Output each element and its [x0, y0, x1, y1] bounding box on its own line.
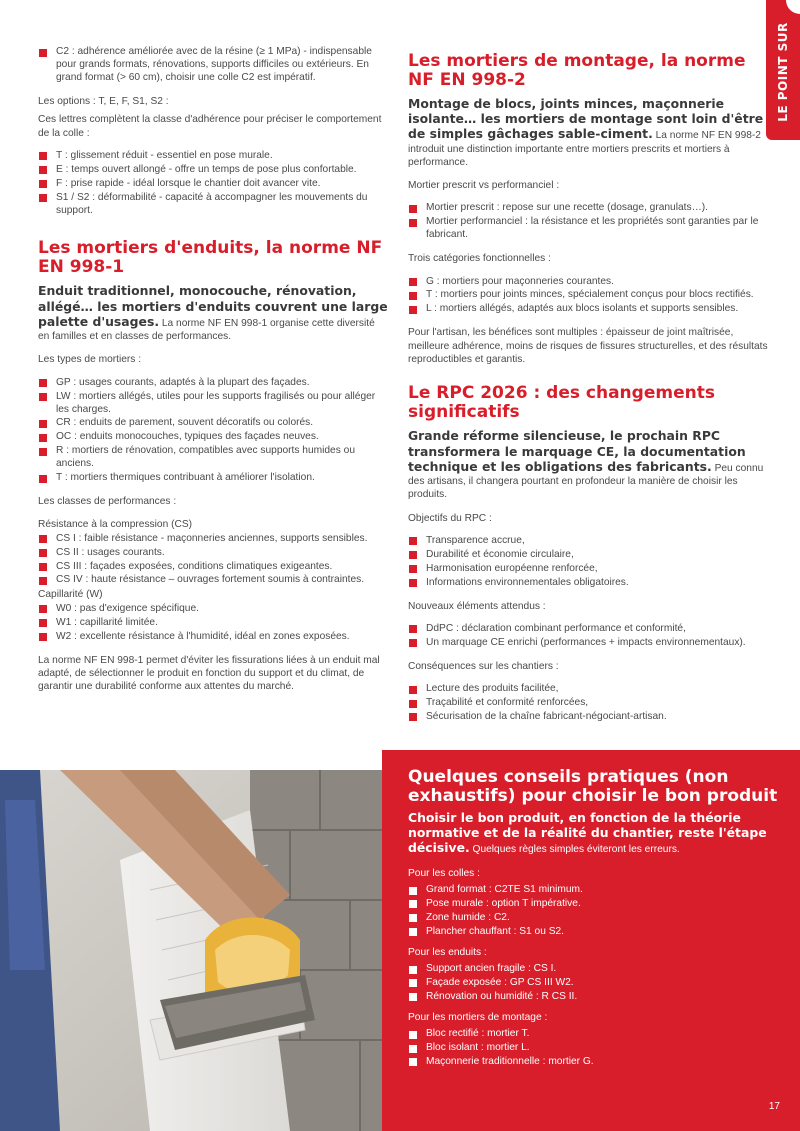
section-lead-rpc [408, 429, 768, 501]
adhesion-list [38, 46, 388, 85]
list-item: W0 : pas d'exigence spécifique. [38, 603, 388, 616]
list-item: DdPC : déclaration combinant performance et conformité, [408, 623, 768, 636]
w-title: Capillarité (W) [38, 589, 103, 601]
list-item: Un marquage CE enrichi (performances + impacts environnementaux). [408, 637, 768, 650]
options-title: Les options : T, E, F, S1, S2 : [38, 95, 169, 107]
objectives-list [408, 535, 768, 590]
consequences-list [408, 683, 768, 724]
list-item: CS II : usages courants. [38, 547, 388, 560]
list-item: Grand format : C2TE S1 minimum. [408, 884, 788, 897]
list-item: Mortier prescrit : repose sur une recette (dosage, granulats…). [408, 202, 768, 215]
enduits-list [408, 963, 788, 1004]
list-item: Pose murale : option T impérative. [408, 898, 788, 911]
montage-benefits: Pour l'artisan, les bénéfices sont multiples : épaisseur de joint maîtrisée, meilleure adhérence, moins de risques de fissures structurelles, et des résultats reproductibles et garantis. [408, 327, 768, 366]
list-item: Sécurisation de la chaîne fabricant-négociant-artisan. [408, 711, 768, 724]
list-item: OC : enduits monocouches, typiques des façades neuves. [38, 431, 388, 444]
left-column [38, 46, 388, 704]
list-item: R : mortiers de rénovation, compatibles avec supports humides ou anciens. [38, 445, 388, 471]
options-intro: Ces lettres complètent la classe d'adhérence pour préciser le comportement de la colle : [38, 114, 382, 139]
lead-rest: La norme NF EN 998-1 organise cette diversité en familles et en classes de performances. [38, 317, 375, 343]
tips-lead [408, 811, 788, 857]
right-column [408, 52, 768, 734]
list-item: LW : mortiers allégés, utiles pour les supports fragilisés ou pour alléger les charges. [38, 391, 388, 417]
tips-title: Quelques conseils pratiques (non exhaustifs) pour choisir le bon produit [408, 767, 778, 806]
types-title: Les types de mortiers : [38, 354, 142, 366]
objectives-title: Objectifs du RPC : [408, 512, 492, 524]
colles-list [408, 884, 788, 939]
section-lead-montage [408, 97, 768, 169]
section-title-montage: Les mortiers de montage, la norme NF EN 998-2 [408, 51, 746, 90]
list-item: CS I : faible résistance - maçonneries anciennes, supports sensibles. [38, 533, 388, 546]
list-item: F : prise rapide - idéal lorsque le chantier doit avancer vite. [38, 178, 388, 191]
list-item: Harmonisation européenne renforcée, [408, 563, 768, 576]
list-item: CS III : façades exposées, conditions climatiques exigeantes. [38, 561, 388, 574]
options-list [38, 150, 388, 218]
list-item: T : mortiers thermiques contribuant à améliorer l'isolation. [38, 472, 388, 485]
tips-content [408, 768, 788, 1076]
list-item-c2: C2 : adhérence améliorée avec de la résine (≥ 1 MPa) - indispensable pour grands formats, rénovations, supports difficiles ou extérieurs. En grand format (> 60 cm), choisir une colle C2 est impératif. [38, 46, 388, 85]
list-item: Lecture des produits facilitée, [408, 683, 768, 696]
montage-title: Pour les mortiers de montage : [408, 1011, 548, 1023]
montage-list [408, 1028, 788, 1069]
list-item: Zone humide : C2. [408, 912, 788, 925]
photo-mortar-application [0, 770, 400, 1131]
new-items-title: Nouveaux éléments attendus : [408, 600, 546, 612]
list-item: Durabilité et économie circulaire, [408, 549, 768, 562]
categories-title: Trois catégories fonctionnelles : [408, 253, 551, 265]
vs-list [408, 202, 768, 242]
list-item: E : temps ouvert allongé - offre un temps de pose plus confortable. [38, 164, 388, 177]
categories-list [408, 276, 768, 317]
lead-rest: Peu connu des artisans, il changera pourtant en profondeur la manière de choisir les produits. [408, 462, 764, 501]
colles-title: Pour les colles : [408, 867, 480, 879]
tips-box [382, 750, 800, 1131]
list-item: Mortier performanciel : la résistance et les propriétés sont garanties par le fabricant. [408, 216, 768, 242]
list-item: W2 : excellente résistance à l'humidité, idéal en zones exposées. [38, 631, 388, 644]
consequences-title: Conséquences sur les chantiers : [408, 660, 559, 672]
vs-title: Mortier prescrit vs performanciel : [408, 180, 560, 192]
list-item: CS IV : haute résistance – ouvrages fortement soumis à contraintes. [38, 574, 388, 587]
new-items-list [408, 623, 768, 650]
list-item: W1 : capillarité limitée. [38, 617, 388, 630]
list-item: Maçonnerie traditionnelle : mortier G. [408, 1056, 788, 1069]
classes-title: Les classes de performances : [38, 495, 177, 507]
side-tab-label: LE POINT SUR [776, 22, 790, 122]
lead-bold: Grande réforme silencieuse, le prochain RPC transformera le marquage CE, la documentation technique et les obligations des fabricants. [408, 428, 746, 474]
list-item: GP : usages courants, adaptés à la plupart des façades. [38, 377, 388, 390]
list-item: Bloc rectifié : mortier T. [408, 1028, 788, 1041]
list-item: T : mortiers pour joints minces, spécialement conçus pour blocs rectifiés. [408, 289, 768, 302]
enduits-conclusion: La norme NF EN 998-1 permet d'éviter les fissurations liées à un enduit mal adapté, de sélectionner le produit en fonction du support et du climat, de garantir une durabilité conforme aux attentes du marché. [38, 654, 380, 693]
lead-rest: Quelques règles simples éviteront les erreurs. [469, 844, 680, 856]
list-item: Plancher chauffant : S1 ou S2. [408, 926, 788, 939]
tab-cap [786, 0, 800, 14]
list-item: Rénovation ou humidité : R CS II. [408, 991, 788, 1004]
enduits-title: Pour les enduits : [408, 946, 487, 958]
list-item: Bloc isolant : mortier L. [408, 1042, 788, 1055]
list-item: G : mortiers pour maçonneries courantes. [408, 276, 768, 289]
types-list [38, 377, 388, 485]
list-item: Façade exposée : GP CS III W2. [408, 977, 788, 990]
list-item: S1 / S2 : déformabilité - capacité à accompagner les mouvements du support. [38, 192, 388, 218]
lead-rest: La norme NF EN 998-2 introduit une distinction importante entre mortiers prescrits et mortiers à performance. [408, 130, 761, 168]
list-item: Transparence accrue, [408, 535, 768, 548]
list-item: CR : enduits de parement, souvent décoratifs ou colorés. [38, 417, 388, 430]
list-item: Informations environnementales obligatoires. [408, 577, 768, 590]
section-title-enduits: Les mortiers d'enduits, la norme NF EN 998-1 [38, 238, 383, 277]
lead-bold: Enduit traditionnel, monocouche, rénovation, allégé… les mortiers d'enduits couvrent une large palette d'usages. [38, 283, 388, 329]
w-list [38, 603, 388, 644]
list-item: T : glissement réduit - essentiel en pose murale. [38, 150, 388, 163]
cs-list [38, 533, 388, 588]
section-title-rpc: Le RPC 2026 : des changements significatifs [408, 383, 715, 422]
lead-bold: Montage de blocs, joints minces, maçonnerie isolante… les mortiers de montage sont loin d'être de simples gâchages sable-ciment. [408, 96, 764, 142]
page-number: 17 [768, 1101, 780, 1112]
section-lead-enduits [38, 284, 388, 343]
side-tab [766, 0, 800, 140]
lead-bold: Choisir le bon produit, en fonction de la théorie normative et de la réalité du chantier, reste l'étape décisive. [408, 810, 767, 856]
cs-title: Résistance à la compression (CS) [38, 519, 193, 531]
photo-illustration [0, 770, 400, 1131]
list-item: L : mortiers allégés, adaptés aux blocs isolants et supports sensibles. [408, 303, 768, 316]
list-item: Traçabilité et conformité renforcées, [408, 697, 768, 710]
list-item: Support ancien fragile : CS I. [408, 963, 788, 976]
